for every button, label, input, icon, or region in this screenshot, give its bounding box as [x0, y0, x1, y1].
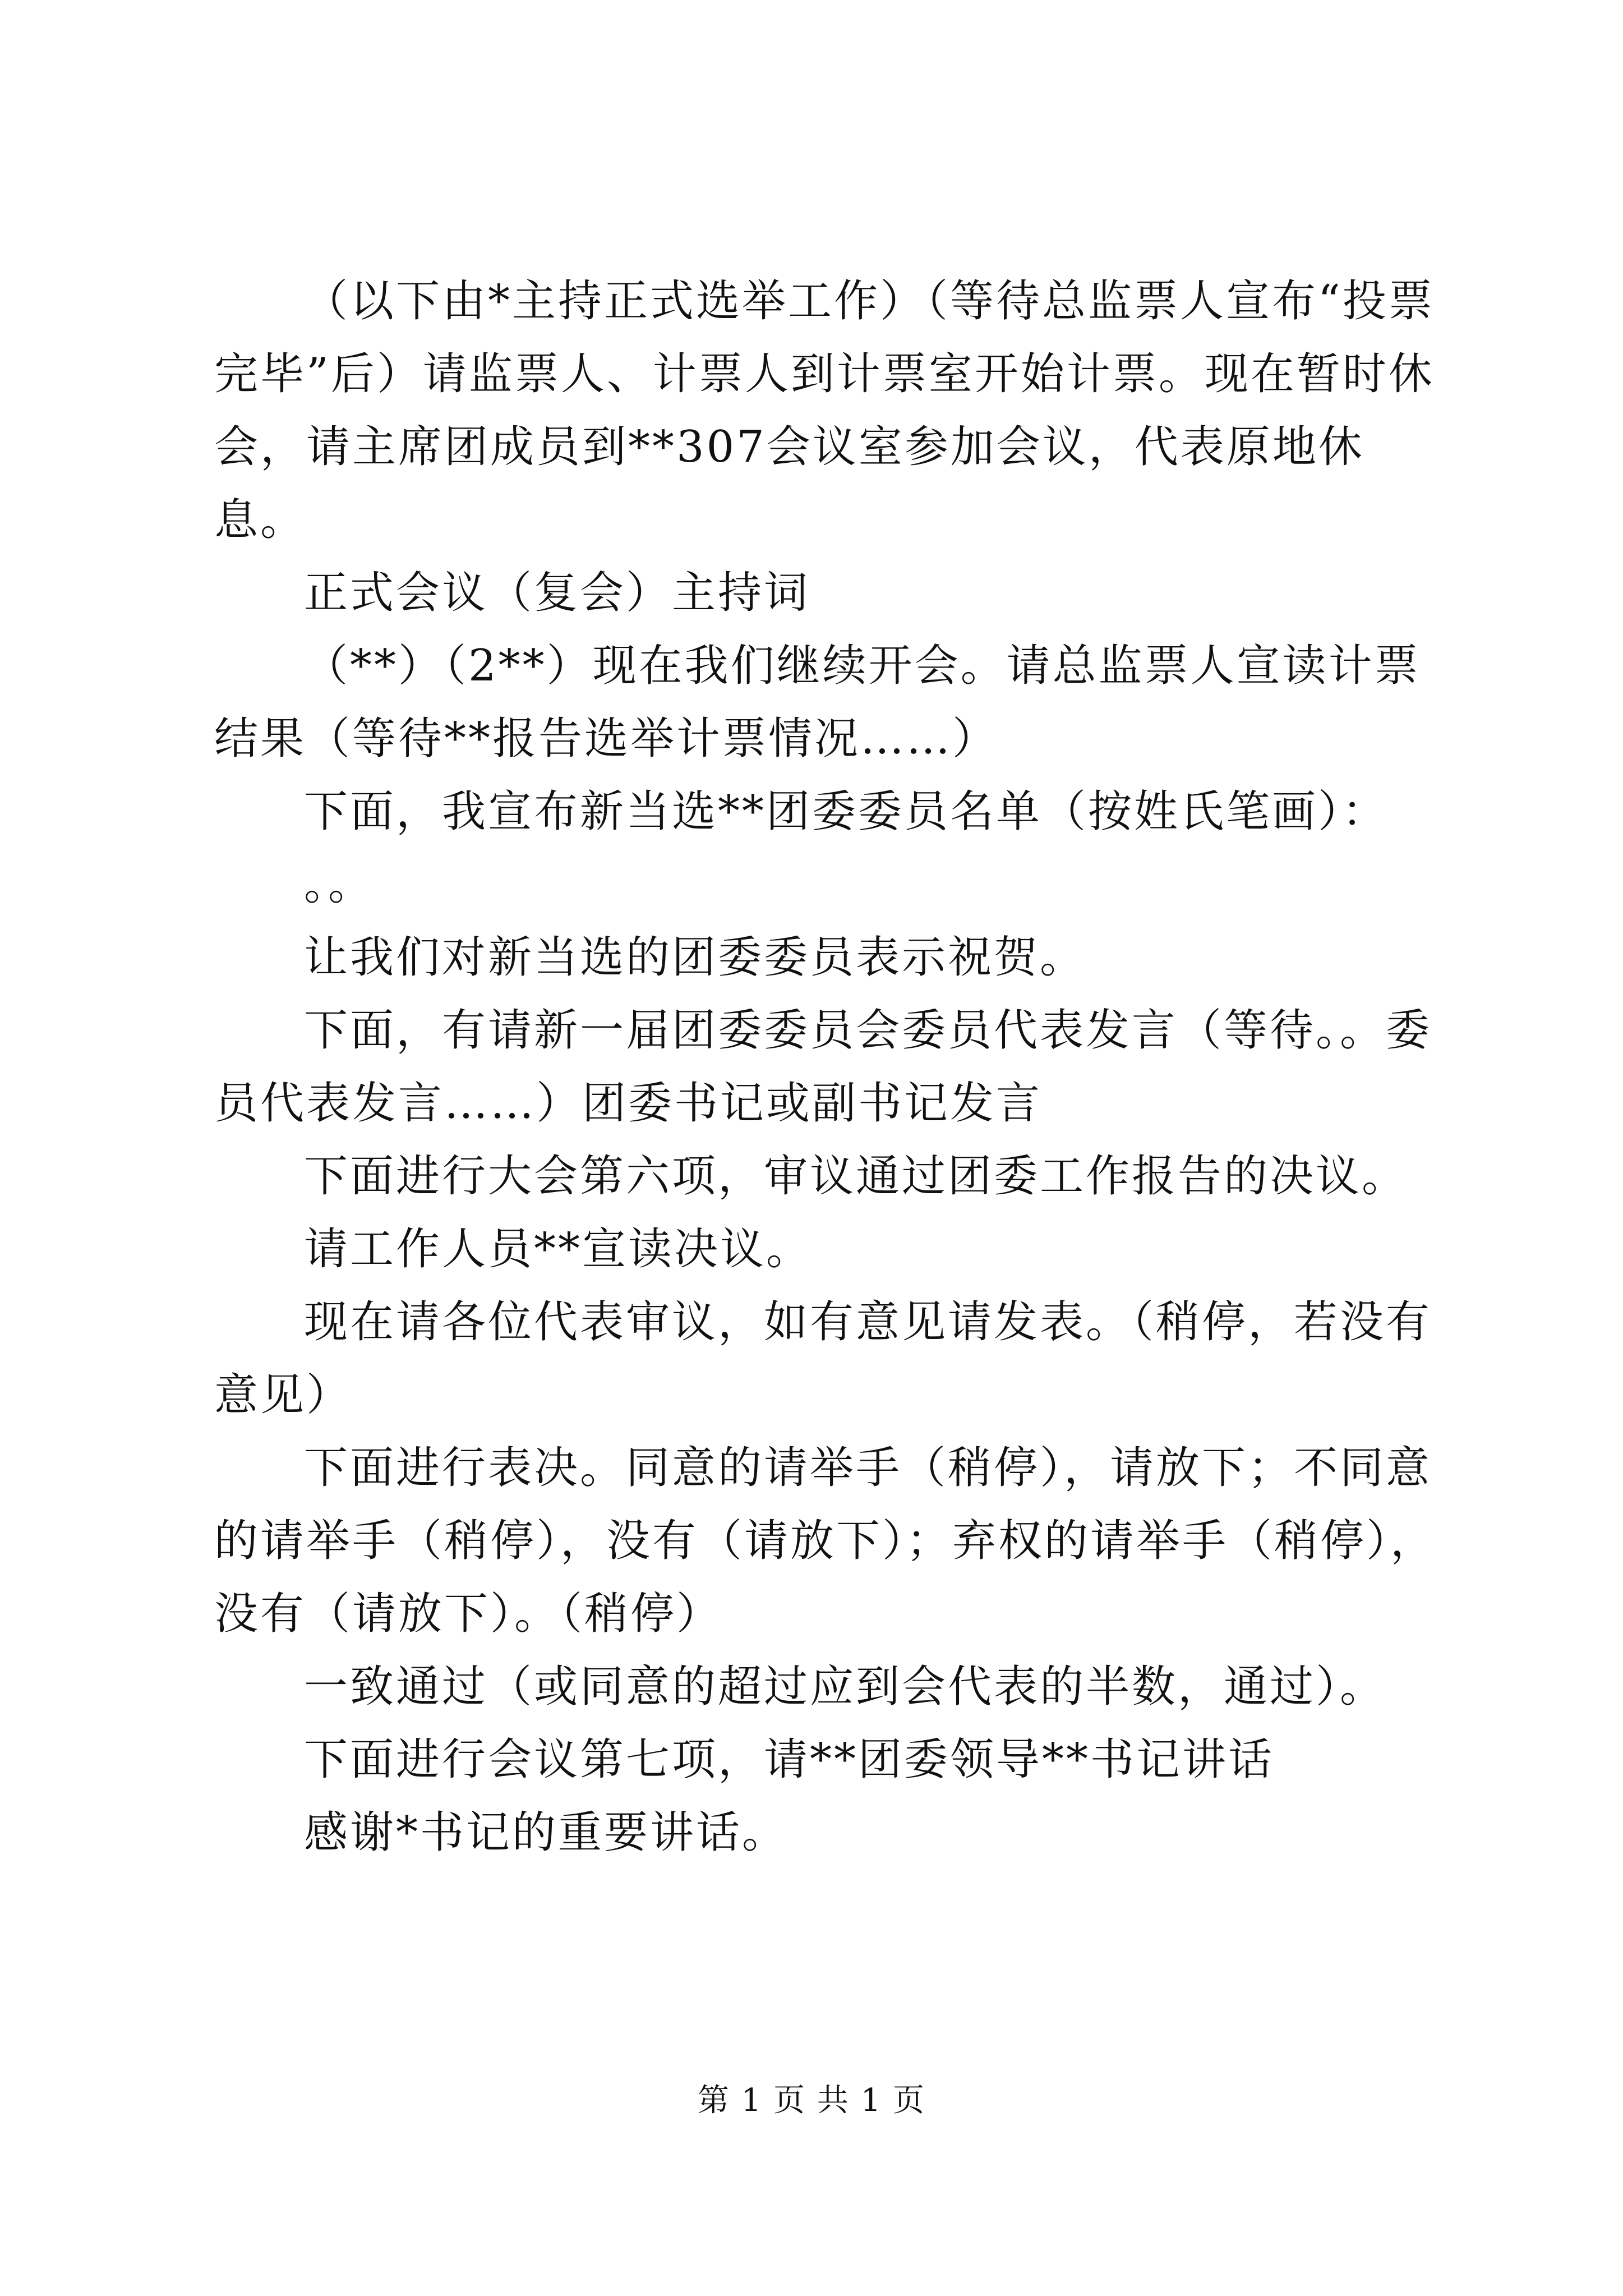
- paragraph-7: 下面，有请新一届团委委员会委员代表发言（等待。。委员代表发言……）团委书记或副书记发言: [214, 1005, 1432, 1129]
- page-footer: 第 1 页 共 1 页: [697, 2082, 926, 2119]
- paragraph-8: 下面进行大会第六项，审议通过团委工作报告的决议。: [304, 1151, 1408, 1202]
- paragraph-5: 。。: [304, 859, 375, 910]
- paragraph-4: 下面，我宣布新当选**团委委员名单（按姓氏笔画）：: [304, 786, 1389, 837]
- paragraph-3: （**）（2**）现在我们继续开会。请总监票人宣读计票结果（等待**报告选举计票情况……）: [214, 641, 1421, 764]
- paragraph-9: 请工作人员**宣读决议。: [304, 1224, 813, 1274]
- paragraph-10: 现在请各位代表审议，如有意见请发表。（稍停，若没有意见）: [214, 1297, 1432, 1420]
- paragraph-13: 下面进行会议第七项，请**团委领导**书记讲话: [304, 1734, 1275, 1785]
- paragraph-14: 感谢*书记的重要讲话。: [304, 1807, 789, 1858]
- paragraph-11: 下面进行表决。同意的请举手（稍停），请放下；不同意的请举手（稍停），没有（请放下）；弃权的请举手（稍停），没有（请放下）。（稍停）: [214, 1443, 1437, 1639]
- paragraph-6: 让我们对新当选的团委委员表示祝贺。: [304, 932, 1086, 983]
- document-body: [214, 265, 1437, 1869]
- paragraph-2-heading: 正式会议（复会）主持词: [304, 568, 810, 618]
- paragraph-12: 一致通过（或同意的超过应到会代表的半数，通过）。: [304, 1662, 1386, 1712]
- paragraph-1: （以下由*主持正式选举工作）（等待总监票人宣布“投票完毕”后）请监票人、计票人到计票室开始计票。现在暂时休会，请主席团成员到**307会议室参加会议，代表原地休息。: [214, 276, 1435, 545]
